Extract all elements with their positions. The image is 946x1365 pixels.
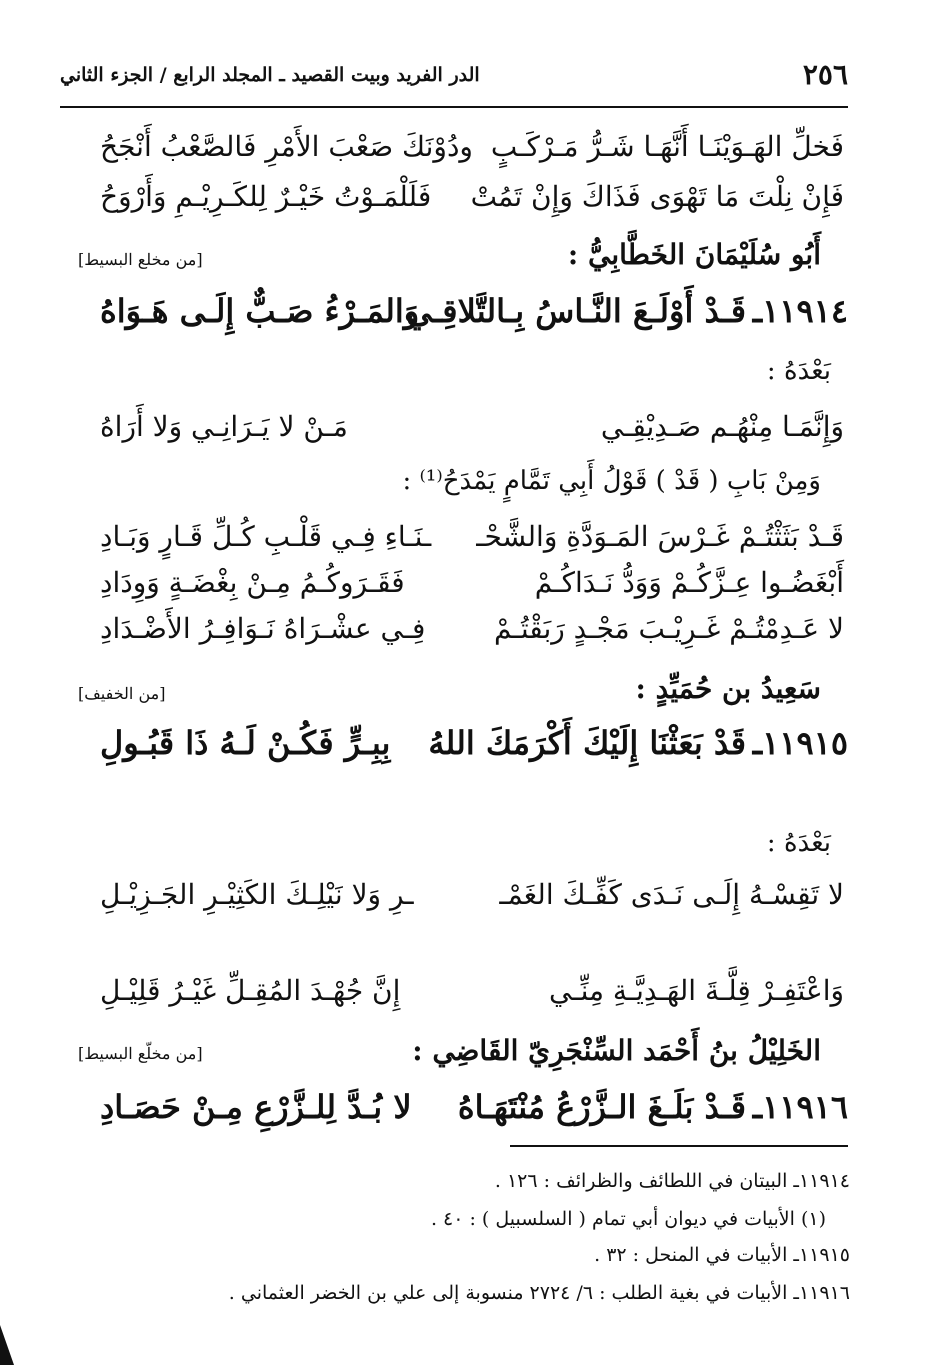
meter-label: [من مخلّع البسيط]: [78, 1044, 203, 1063]
scan-edge-mark: [0, 1325, 14, 1365]
verse-9-right: لا تَقِسْـهُ إِلَـى نَـدَى كَفِّـكَ الغَمْـ: [499, 878, 844, 911]
verse-4-right: وَإِنَّمَـا مِنْهُـم صَـدِيْقِـي: [600, 410, 844, 443]
footnote: ١١٩١٥ـ الأبيات في المنحل : ٣٢ .: [594, 1244, 850, 1266]
verse-2-left: فَلَلْمَـوْتُ خَيْـرٌ لِلكَـرِيْـمِ وَأَرْوَحُ: [100, 180, 432, 213]
page-number: ٢٥٦: [802, 58, 848, 91]
verse-5-left: ـنَـاءِ فِـي قَلْـبِ كُـلِّ قَـارٍ وَبَـادِ: [100, 520, 432, 553]
ba3dahu-label: بَعْدَهُ :: [766, 356, 831, 386]
verse-11-left: لا بُـدَّ لِلـزَّرْعِ مِـنْ حَصَـادِ: [100, 1088, 412, 1126]
entry-number: ١١٩١٦ـ: [752, 1088, 848, 1126]
verse-6-left: فَقَـرَوكُـمُ مِـنْ بِغْضَـةٍ وَوِدَادِ: [100, 566, 405, 599]
meter-label: [من مخلع البسيط]: [78, 250, 203, 269]
entry-number: ١١٩١٥ـ: [752, 724, 848, 762]
ba3dahu-label: بَعْدَهُ :: [766, 828, 831, 858]
verse-1-right: فَخلِّ الهَـوَيْنَـا أَنَّهَـا شَـرُّ مَـرْكَـبٍ: [490, 130, 844, 163]
footnote-divider: [510, 1145, 848, 1147]
verse-11-right: قَـدْ بَلَـغَ الـزَّرْعُ مُنْتَهَـاهُ: [457, 1088, 746, 1126]
verse-3-left: وَالمَـرْءُ صَـبٌّ إِلَـى هَـوَاهُ: [100, 292, 420, 330]
verse-1-left: ودُوْنَكَ صَعْبَ الأَمْرِ فَالصَّعْبُ أَنْجَحُ: [100, 130, 473, 163]
entry-number: ١١٩١٤ـ: [752, 292, 848, 330]
verse-6-right: أَبْغَضُـوا عِـزَّكُـمْ وَوَدُّ نَـدَاكُـمْ: [534, 566, 844, 599]
verse-7-right: لا عَـدِمْتُـمْ غَـرِيْـبَ مَجْـدٍ رَبَقْتُـمْ: [494, 612, 844, 645]
meter-label: [من الخفيف]: [78, 684, 166, 703]
poet-name: الخَلِيْلُ بنُ أَحْمَد السِّنْجَرِيّ القَاضِي :: [412, 1034, 821, 1067]
page-header: [60, 56, 848, 108]
verse-10-left: إِنَّ جُهْـدَ المُقِـلِّ غَيْـرُ قَلِيْـلِ: [100, 974, 401, 1007]
verse-10-right: وَاعْتَفِـرْ قِلَّـةَ الهَـدِيَّـةِ مِنِّـي: [549, 974, 844, 1007]
footnote: ١١٩١٦ـ الأبيات في بغية الطلب : ٦/ ٢٧٢٤ منسوبة إلى علي بن الخضر العثماني .: [228, 1282, 850, 1304]
poet-name: أَبُو سُلَيْمَانَ الخَطَّابِيُّ :: [567, 238, 821, 271]
footnote: ١١٩١٤ـ البيتان في اللطائف والظرائف : ١٢٦ .: [494, 1170, 850, 1192]
verse-8-left: بِبِـرٍّ فَكُـنْ لَـهُ ذَا قَبُـولِ: [100, 724, 391, 762]
footnote: (١) الأبيات في ديوان أبي تمام ( السلسبيل ) : ٤٠ .: [430, 1208, 826, 1230]
verse-2-right: فَإِنْ نِلْتَ مَا تَهْوَى فَذَاكَ وَإِنْ تَمُتْ: [470, 180, 844, 213]
poet-name: سَعِيدُ بن حُمَيِّدٍ :: [635, 672, 821, 705]
verse-9-left: ـرِ وَلا نَيْلِـكَ الكَثِيْـرِ الجَـزِيْـلِ: [100, 878, 414, 911]
verse-8-right: قَدْ بَعَثْنَا إِلَيْكَ أَكْرَمَكَ اللهُ: [428, 724, 746, 762]
verse-7-left: فِـي عشْـرَاهُ نَـوَافِـرُ الأَضْـدَادِ: [100, 612, 426, 645]
verse-3-right: قَـدْ أَوْلَـعَ النَّـاسُ بِـالتَّلاقِـي: [406, 292, 746, 330]
intro-line: وَمِنْ بَابِ ( قَدْ ) قَوْلُ أَبِي تَمَّامٍ يَمْدَحُ⁽¹⁾ :: [402, 466, 821, 496]
verse-5-right: قَـدْ بَثَثْتُـمْ غَـرْسَ المَـوَدَّةِ وَالشَّحْـ: [476, 520, 844, 553]
verse-4-left: مَـنْ لا يَـرَانِـي وَلا أَرَاهُ: [100, 410, 348, 443]
running-title: الدر الفريد وبيت القصيد ـ المجلد الرابع / الجزء الثاني: [60, 64, 480, 86]
